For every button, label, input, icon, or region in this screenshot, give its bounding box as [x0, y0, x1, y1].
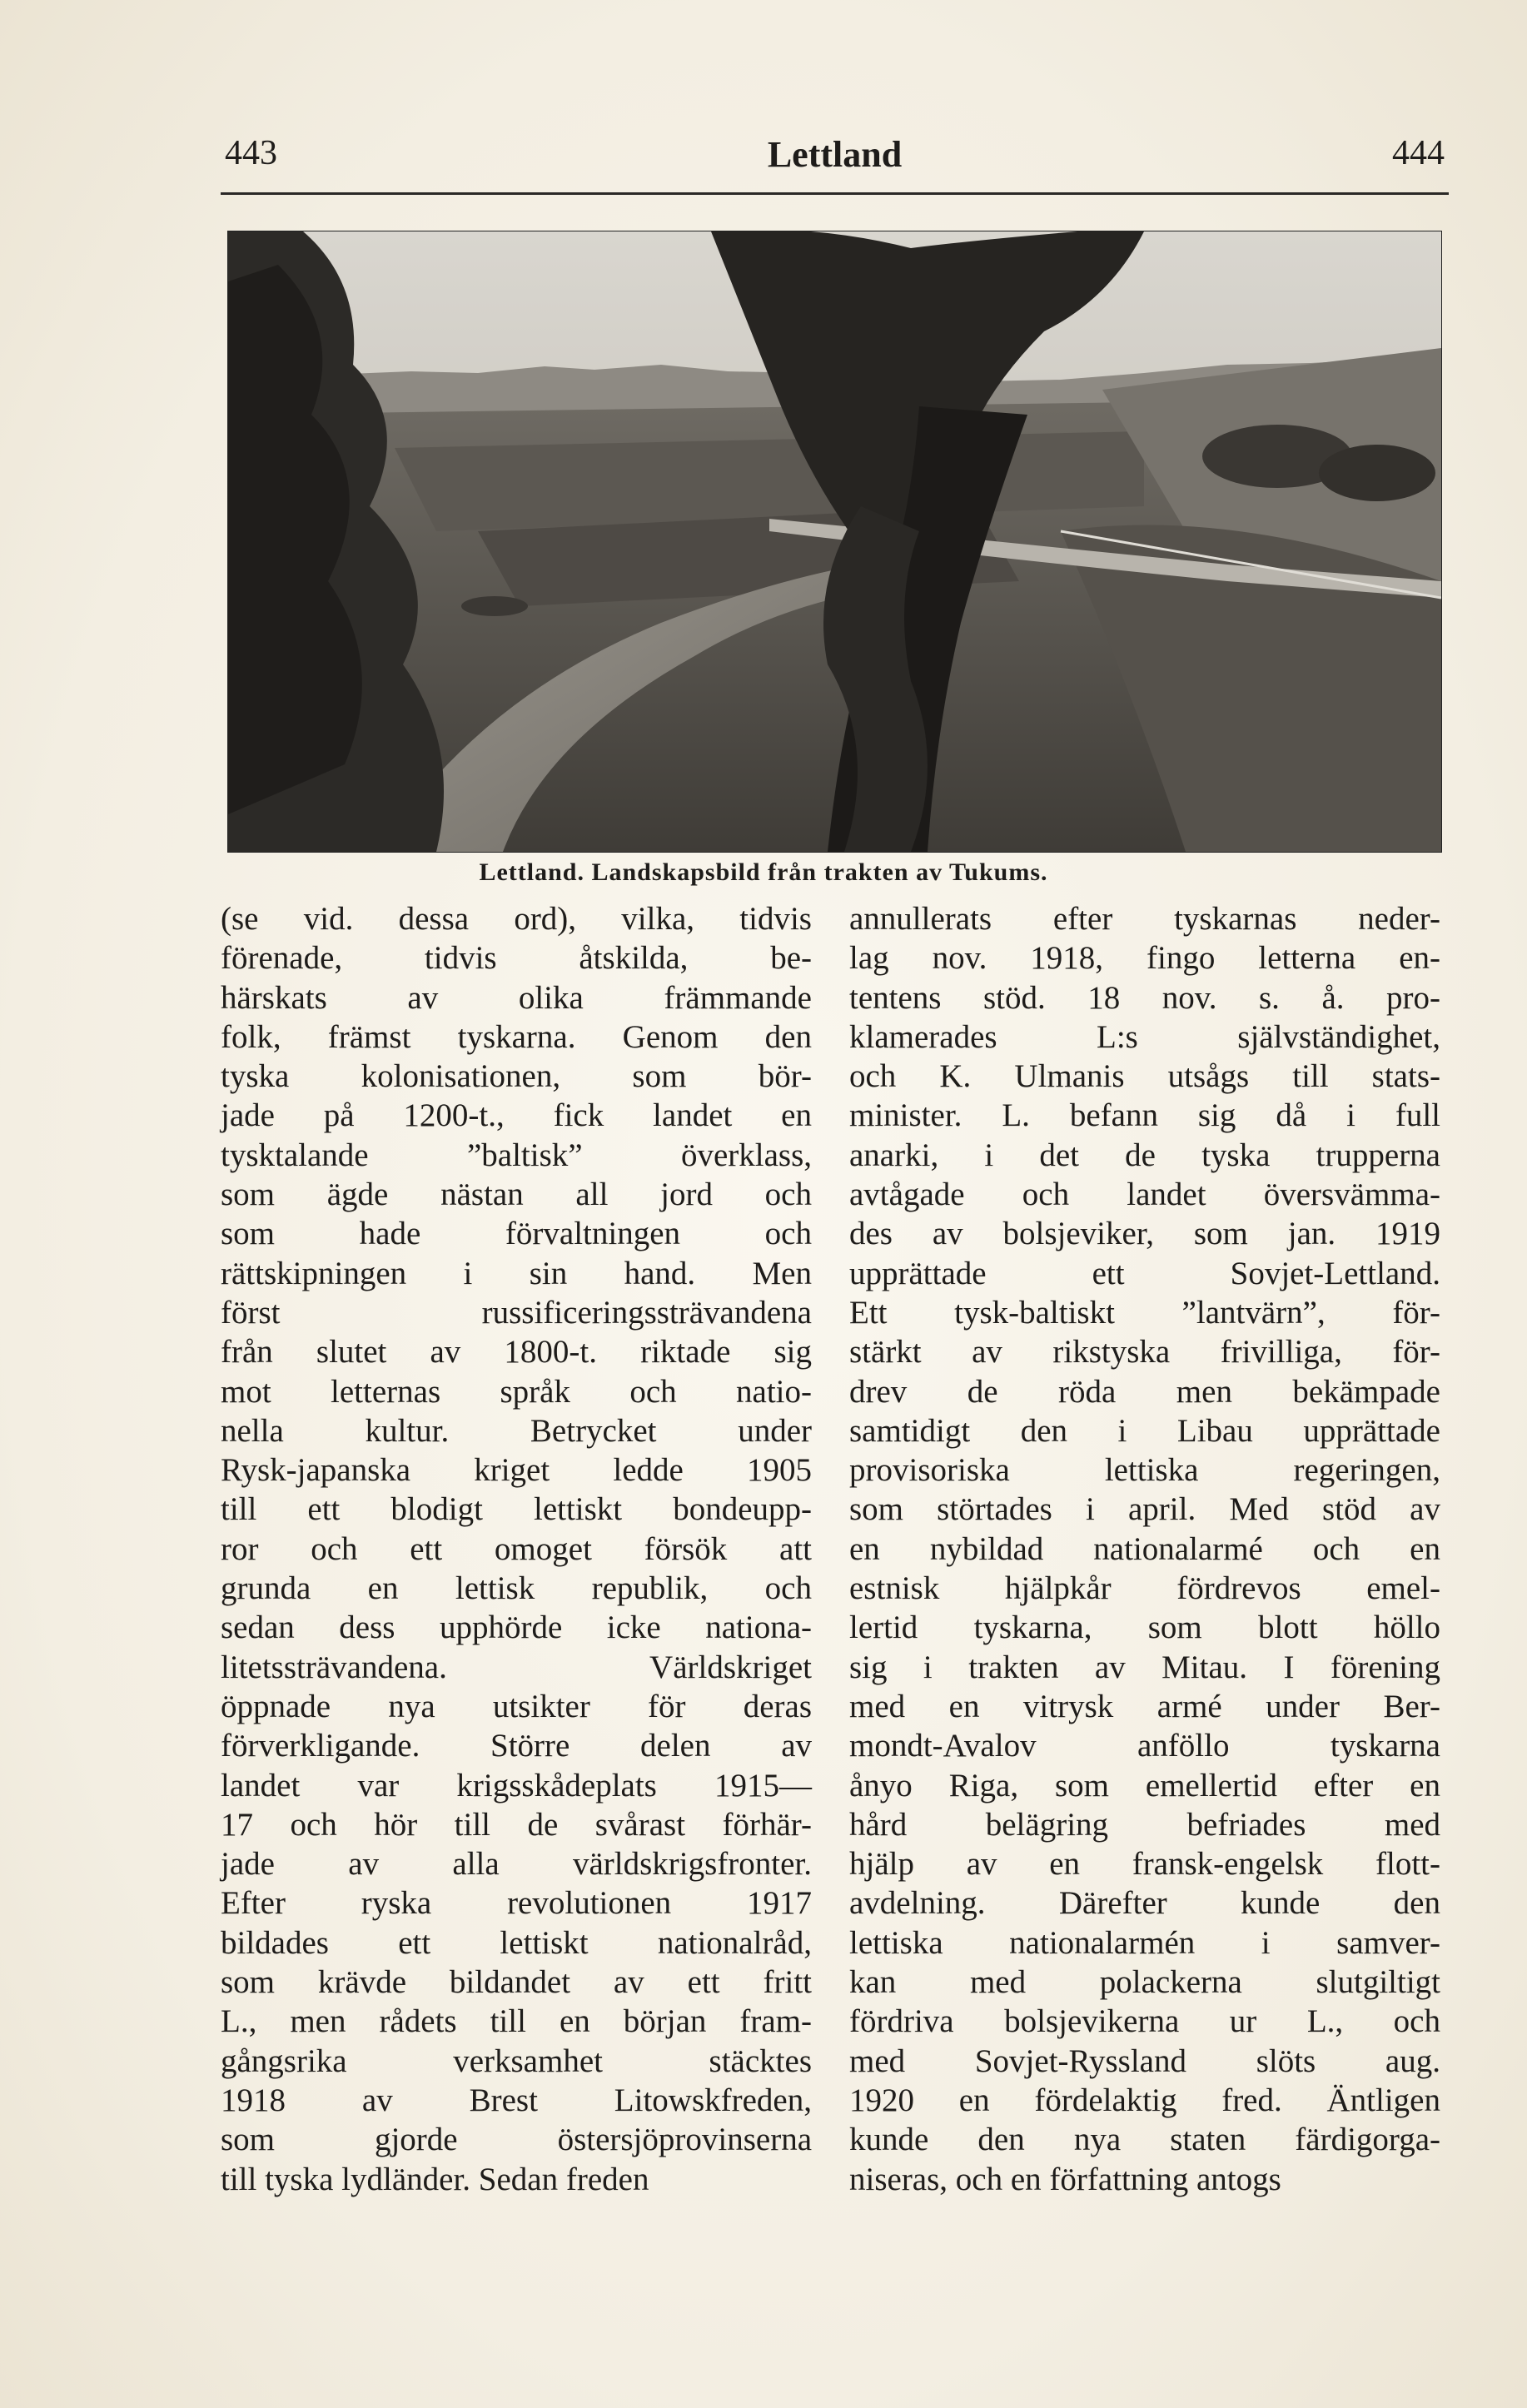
text-line: en nybildad nationalarmé och en [849, 1530, 1440, 1567]
text-line: jade på 1200-t., fick landet en [221, 1097, 812, 1134]
text-line: förenade, tidvis åtskilda, be- [221, 940, 812, 977]
text-line: samtidigt den i Libau upprättade [849, 1412, 1440, 1449]
text-line: des av bolsjeviker, som jan. 1919 [849, 1216, 1440, 1252]
text-line: lettiska nationalarmén i samver- [849, 1924, 1440, 1961]
text-line: ror och ett omoget försök att [221, 1530, 812, 1567]
text-line: sedan dess upphörde icke nationa- [221, 1609, 812, 1646]
text-line: sig i trakten av Mitau. I förening [849, 1649, 1440, 1685]
text-line: nella kultur. Betrycket under [221, 1412, 812, 1449]
text-line: som hade förvaltningen och [221, 1216, 812, 1252]
text-line: annullerats efter tyskarnas neder- [849, 901, 1440, 937]
text-line: klamerades L:s självständighet, [849, 1018, 1440, 1055]
text-line: Ett tysk-baltiskt ”lantvärn”, för- [849, 1294, 1440, 1331]
text-line: estnisk hjälpkår fördrevos emel- [849, 1570, 1440, 1607]
text-line: med en vitrysk armé under Ber- [849, 1688, 1440, 1724]
text-line: grunda en lettisk republik, och [221, 1570, 812, 1607]
text-line: som krävde bildandet av ett fritt [221, 1964, 812, 2001]
text-line: mot letternas språk och natio- [221, 1373, 812, 1410]
text-line: med Sovjet-Ryssland slöts aug. [849, 2042, 1440, 2079]
text-line: niseras, och en författning antogs [849, 2161, 1281, 2197]
text-line: minister. L. befann sig då i full [849, 1097, 1440, 1134]
text-line: L., men rådets till en början fram- [221, 2003, 812, 2040]
landscape-photo [227, 231, 1442, 853]
text-line: 1920 en fördelaktig fred. Äntligen [849, 2082, 1440, 2118]
text-line: 1918 av Brest Litowskfreden, [221, 2082, 812, 2118]
text-line: 17 och hör till de svårast förhär- [221, 1806, 812, 1843]
text-line: kan med polackerna slutgiltigt [849, 1964, 1440, 2001]
right-column [849, 899, 1440, 2199]
figure-caption: Lettland. Landskapsbild från trakten av Tukums. [479, 858, 1048, 886]
text-line: lag nov. 1918, fingo letterna en- [849, 940, 1440, 977]
text-line: bildades ett lettiskt nationalråd, [221, 1924, 812, 1961]
text-line: anarki, i det de tyska trupperna [849, 1137, 1440, 1173]
text-line: till ett blodigt lettiskt bondeupp- [221, 1491, 812, 1528]
text-line: ånyo Riga, som emellertid efter en [849, 1767, 1440, 1804]
text-line: folk, främst tyskarna. Genom den [221, 1018, 812, 1055]
text-line: upprättade ett Sovjet-Lettland. [849, 1255, 1440, 1291]
text-line: som störtades i april. Med stöd av [849, 1491, 1440, 1528]
text-line: som gjorde östersjöprovinserna [221, 2122, 812, 2158]
text-line: hård belägring befriades med [849, 1806, 1440, 1843]
text-line: härskats av olika främmande [221, 979, 812, 1016]
text-line: rättskipningen i sin hand. Men [221, 1255, 812, 1291]
text-line: landet var krigsskådeplats 1915— [221, 1767, 812, 1804]
text-line: först russificeringssträvandena [221, 1294, 812, 1331]
text-line: och K. Ulmanis utsågs till stats- [849, 1058, 1440, 1095]
text-line: öppnade nya utsikter för deras [221, 1688, 812, 1724]
text-line: som ägde nästan all jord och [221, 1177, 812, 1213]
text-line: mondt-Avalov anföllo tyskarna [849, 1728, 1440, 1764]
header-rule [221, 192, 1449, 195]
text-line: Efter ryska revolutionen 1917 [221, 1885, 812, 1922]
text-line: fördriva bolsjevikerna ur L., och [849, 2003, 1440, 2040]
text-line: Rysk-japanska kriget ledde 1905 [221, 1452, 812, 1489]
text-line: från slutet av 1800-t. riktade sig [221, 1334, 812, 1371]
text-line: förverkligande. Större delen av [221, 1728, 812, 1764]
text-line: avtågade och landet översvämma- [849, 1177, 1440, 1213]
text-line: jade av alla världskrigsfronter. [221, 1846, 812, 1883]
text-line: litetssträvandena. Världskriget [221, 1649, 812, 1685]
text-line: hjälp av en fransk-engelsk flott- [849, 1846, 1440, 1883]
page-number-right: 444 [1392, 134, 1445, 172]
text-line: tysktalande ”baltisk” överklass, [221, 1137, 812, 1173]
text-line: tyska kolonisationen, som bör- [221, 1058, 812, 1095]
text-line: kunde den nya staten färdigorga- [849, 2122, 1440, 2158]
running-header [221, 133, 1449, 183]
text-line: (se vid. dessa ord), vilka, tidvis [221, 901, 812, 937]
page-number-left: 443 [225, 134, 277, 172]
running-title: Lettland [767, 134, 903, 175]
text-line: lertid tyskarna, som blott höllo [849, 1609, 1440, 1646]
text-line: drev de röda men bekämpade [849, 1373, 1440, 1410]
text-line: provisoriska lettiska regeringen, [849, 1452, 1440, 1489]
landscape-photo-illustration [228, 231, 1441, 852]
text-line: till tyska lydländer. Sedan freden [221, 2161, 649, 2197]
text-line: gångsrika verksamhet stäcktes [221, 2042, 812, 2079]
text-line: tentens stöd. 18 nov. s. å. pro- [849, 979, 1440, 1016]
text-line: avdelning. Därefter kunde den [849, 1885, 1440, 1922]
left-column [221, 899, 812, 2199]
text-line: stärkt av rikstyska frivilliga, för- [849, 1334, 1440, 1371]
